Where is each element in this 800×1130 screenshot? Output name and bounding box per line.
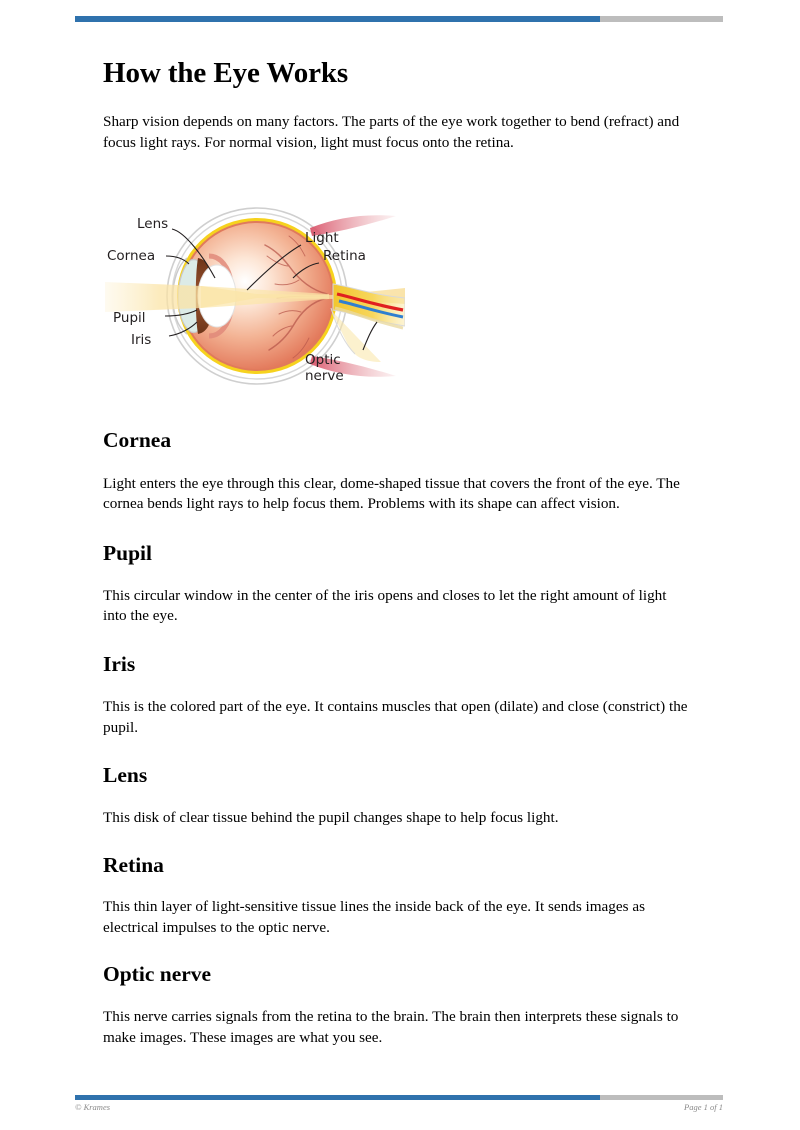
section-body-iris: This is the colored part of the eye. It contains muscles that open (dilate) and close (constrict) the pupil.	[103, 697, 688, 736]
page-footer	[75, 1102, 723, 1112]
intro-paragraph: Sharp vision depends on many factors. The parts of the eye work together to bend (refract) and focus light rays. For normal vision, light must focus onto the retina.	[103, 113, 680, 151]
figure-label-optic-nerve-1: Optic	[305, 352, 341, 368]
figure-label-iris: Iris	[131, 332, 152, 348]
sections-container	[103, 430, 703, 1051]
section-body-pupil: This circular window in the center of the iris opens and closes to let the right amount of light into the eye.	[103, 586, 667, 625]
header-rule-gray-segment	[600, 16, 723, 22]
section-body-retina: This thin layer of light-sensitive tissue lines the inside back of the eye. It sends images as electrical impulses to the optic nerve.	[103, 898, 645, 937]
footer-copyright: © Krames	[75, 1102, 111, 1112]
section-cornea	[103, 430, 703, 515]
section-body-cornea: Light enters the eye through this clear, dome-shaped tissue that covers the front of the eye. The cornea bends light rays to help focus them. Problems with its shape can affect vision.	[103, 474, 680, 513]
figure-label-light: Light	[305, 230, 339, 246]
footer-rule	[75, 1095, 723, 1100]
section-heading-iris: Iris	[103, 652, 136, 677]
figure-label-cornea: Cornea	[107, 248, 156, 264]
footer-rule-blue-segment	[75, 1095, 600, 1100]
section-pupil	[103, 517, 703, 627]
section-iris	[103, 629, 703, 738]
section-heading-optic-nerve: Optic nerve	[103, 961, 212, 986]
figure-label-lens: Lens	[137, 216, 169, 232]
section-heading-lens: Lens	[103, 763, 148, 788]
header-rule	[75, 16, 723, 22]
header-rule-blue-segment	[75, 16, 600, 22]
section-optic-nerve	[103, 941, 703, 1049]
eye-anatomy-diagram	[105, 198, 405, 394]
figure-label-optic-nerve-2: nerve	[305, 368, 344, 384]
section-body-optic-nerve: This nerve carries signals from the retina to the brain. The brain then interprets these signals to make images. These images are what you see.	[103, 1008, 679, 1047]
section-heading-pupil: Pupil	[103, 541, 152, 566]
figure-label-retina: Retina	[323, 248, 366, 264]
section-heading-retina: Retina	[103, 852, 164, 877]
section-retina	[103, 831, 703, 939]
section-body-lens: This disk of clear tissue behind the pupil changes shape to help focus light.	[103, 808, 559, 826]
footer-page-indicator: Page 1 of 1	[684, 1102, 723, 1112]
section-heading-cornea: Cornea	[103, 428, 172, 452]
page-title: How the Eye Works	[103, 57, 349, 89]
section-lens	[103, 740, 703, 828]
footer-rule-gray-segment	[600, 1095, 723, 1100]
figure-label-pupil: Pupil	[113, 310, 146, 326]
